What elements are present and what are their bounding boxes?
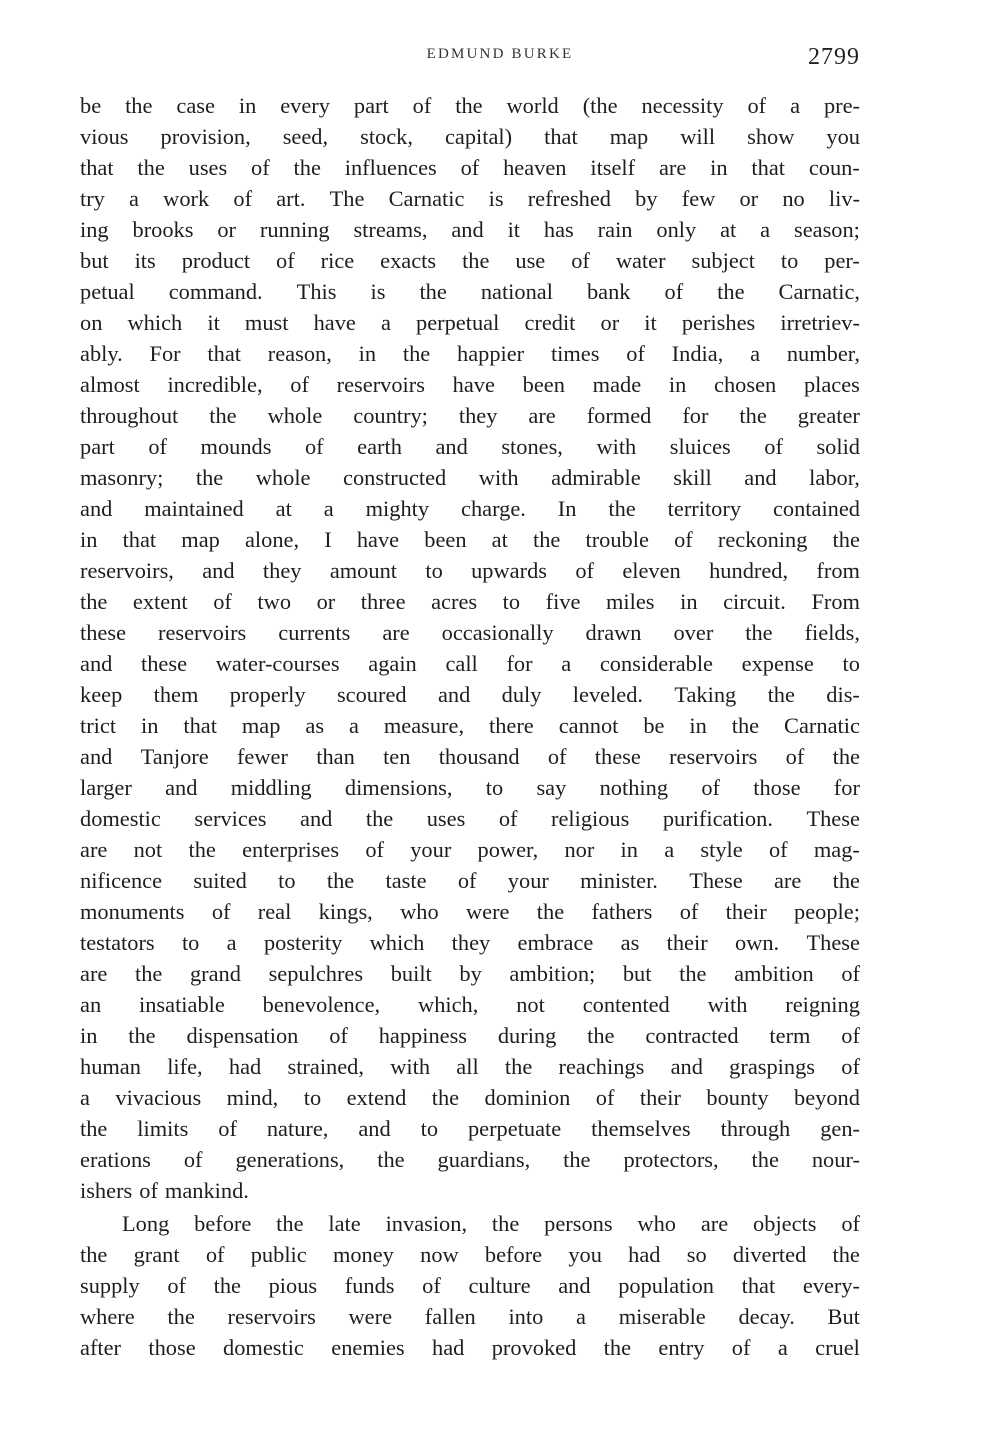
text-line: a vivacious mind, to extend the dominion of their bounty beyond — [80, 1085, 860, 1110]
text-line: Long before the late invasion, the persons who are objects of — [122, 1211, 860, 1236]
text-line: these reservoirs currents are occasionally drawn over the fields, — [80, 620, 860, 645]
text-line: on which it must have a perpetual credit or it perishes irretriev- — [80, 310, 860, 335]
text-line: and Tanjore fewer than ten thousand of these reservoirs of the — [80, 744, 860, 769]
text-line: the limits of nature, and to perpetuate themselves through gen- — [80, 1116, 860, 1141]
text-line: larger and middling dimensions, to say nothing of those for — [80, 775, 860, 800]
text-line: supply of the pious funds of culture and population that every- — [80, 1273, 860, 1298]
text-line: are the grand sepulchres built by ambition; but the ambition of — [80, 961, 860, 986]
text-line: that the uses of the influences of heaven itself are in that coun- — [80, 155, 860, 180]
text-line: an insatiable benevolence, which, not contented with reigning — [80, 992, 860, 1017]
text-line: throughout the whole country; they are formed for the greater — [80, 403, 860, 428]
text-line: human life, had strained, with all the reachings and graspings of — [80, 1054, 860, 1079]
text-line: in the dispensation of happiness during the contracted term of — [80, 1023, 860, 1048]
text-line: and these water-courses again call for a considerable expense to — [80, 651, 860, 676]
text-line: trict in that map as a measure, there cannot be in the Carnatic — [80, 713, 860, 738]
text-line: and maintained at a mighty charge. In the territory contained — [80, 496, 860, 521]
body-text — [80, 90, 860, 1363]
text-line: in that map alone, I have been at the trouble of reckoning the — [80, 527, 860, 552]
text-line: try a work of art. The Carnatic is refreshed by few or no liv- — [80, 186, 860, 211]
text-line: erations of generations, the guardians, the protectors, the nour- — [80, 1147, 860, 1172]
text-line: petual command. This is the national bank of the Carnatic, — [80, 279, 860, 304]
text-line: testators to a posterity which they embrace as their own. These — [80, 930, 860, 955]
running-title: EDMUND BURKE — [426, 46, 574, 62]
text-line: masonry; the whole constructed with admirable skill and labor, — [80, 465, 860, 490]
text-line: are not the enterprises of your power, nor in a style of mag- — [80, 837, 860, 862]
text-line: almost incredible, of reservoirs have been made in chosen places — [80, 372, 860, 397]
text-line: be the case in every part of the world (the necessity of a pre- — [80, 93, 860, 118]
text-line: reservoirs, and they amount to upwards of eleven hundred, from — [80, 558, 860, 583]
text-line: ably. For that reason, in the happier times of India, a number, — [80, 341, 860, 366]
page-number: 2799 — [808, 44, 860, 70]
text-line: the extent of two or three acres to five miles in circuit. From — [80, 589, 860, 614]
text-line: where the reservoirs were fallen into a miserable decay. But — [80, 1304, 860, 1329]
text-line: after those domestic enemies had provoked the entry of a cruel — [80, 1335, 860, 1360]
text-line: but its product of rice exacts the use of water subject to per- — [80, 248, 860, 273]
text-line: nificence suited to the taste of your minister. These are the — [80, 868, 860, 893]
text-line: the grant of public money now before you had so diverted the — [80, 1242, 860, 1267]
paragraph — [80, 90, 860, 1206]
text-line: keep them properly scoured and duly leveled. Taking the dis- — [80, 682, 860, 707]
text-line: ishers of mankind. — [80, 1178, 249, 1203]
text-line: vious provision, seed, stock, capital) that map will show you — [80, 124, 860, 149]
text-line: domestic services and the uses of religious purification. These — [80, 806, 860, 831]
text-line: ing brooks or running streams, and it has rain only at a season; — [80, 217, 860, 242]
paragraph — [80, 1208, 860, 1363]
text-line: part of mounds of earth and stones, with sluices of solid — [80, 434, 860, 459]
text-line: monuments of real kings, who were the fathers of their people; — [80, 899, 860, 924]
